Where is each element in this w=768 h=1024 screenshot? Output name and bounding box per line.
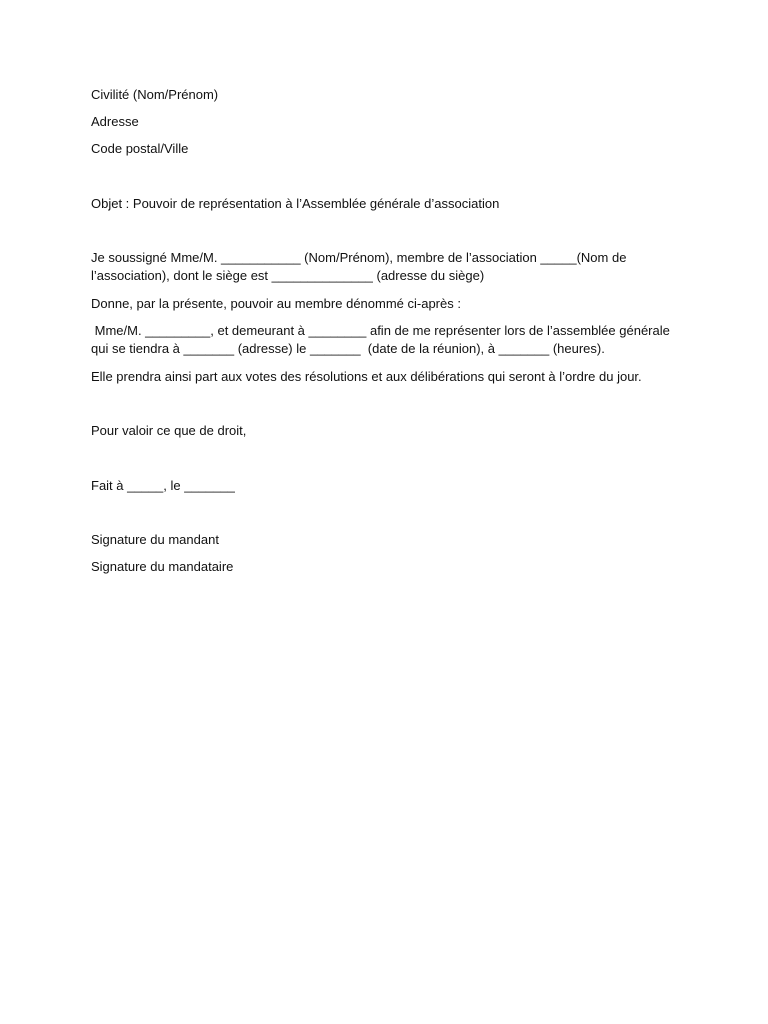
paragraph-grant: Donne, par la présente, pouvoir au membre dénommé ci-après : <box>91 296 461 311</box>
signature-mandataire: Signature du mandataire <box>91 559 234 574</box>
paragraph-proxy-line-1: Mme/M. _________, et demeurant à ________ afin de me représenter lors de l’assemblée générale <box>91 323 670 338</box>
paragraph-declaration-line-1: Je soussigné Mme/M. ___________ (Nom/Prénom), membre de l’association _____(Nom de <box>91 250 627 265</box>
paragraph-proxy <box>91 322 670 358</box>
paragraph-proxy-line-2: qui se tiendra à _______ (adresse) le _______ (date de la réunion), à _______ (heures). <box>91 341 605 356</box>
sender-city: Code postal/Ville <box>91 141 189 156</box>
paragraph-declaration <box>91 249 661 285</box>
place-date-line: Fait à _____, le _______ <box>91 478 235 493</box>
paragraph-declaration-line-2: l’association), dont le siège est ______________ (adresse du siège) <box>91 268 485 283</box>
sender-name: Civilité (Nom/Prénom) <box>91 87 219 102</box>
letter-subject: Objet : Pouvoir de représentation à l’Assemblée générale d’association <box>91 196 500 211</box>
signature-mandant: Signature du mandant <box>91 532 219 547</box>
paragraph-votes: Elle prendra ainsi part aux votes des résolutions et aux délibérations qui seront à l’ordre du jour. <box>91 369 642 384</box>
closing-formula: Pour valoir ce que de droit, <box>91 423 247 438</box>
sender-address: Adresse <box>91 114 139 129</box>
